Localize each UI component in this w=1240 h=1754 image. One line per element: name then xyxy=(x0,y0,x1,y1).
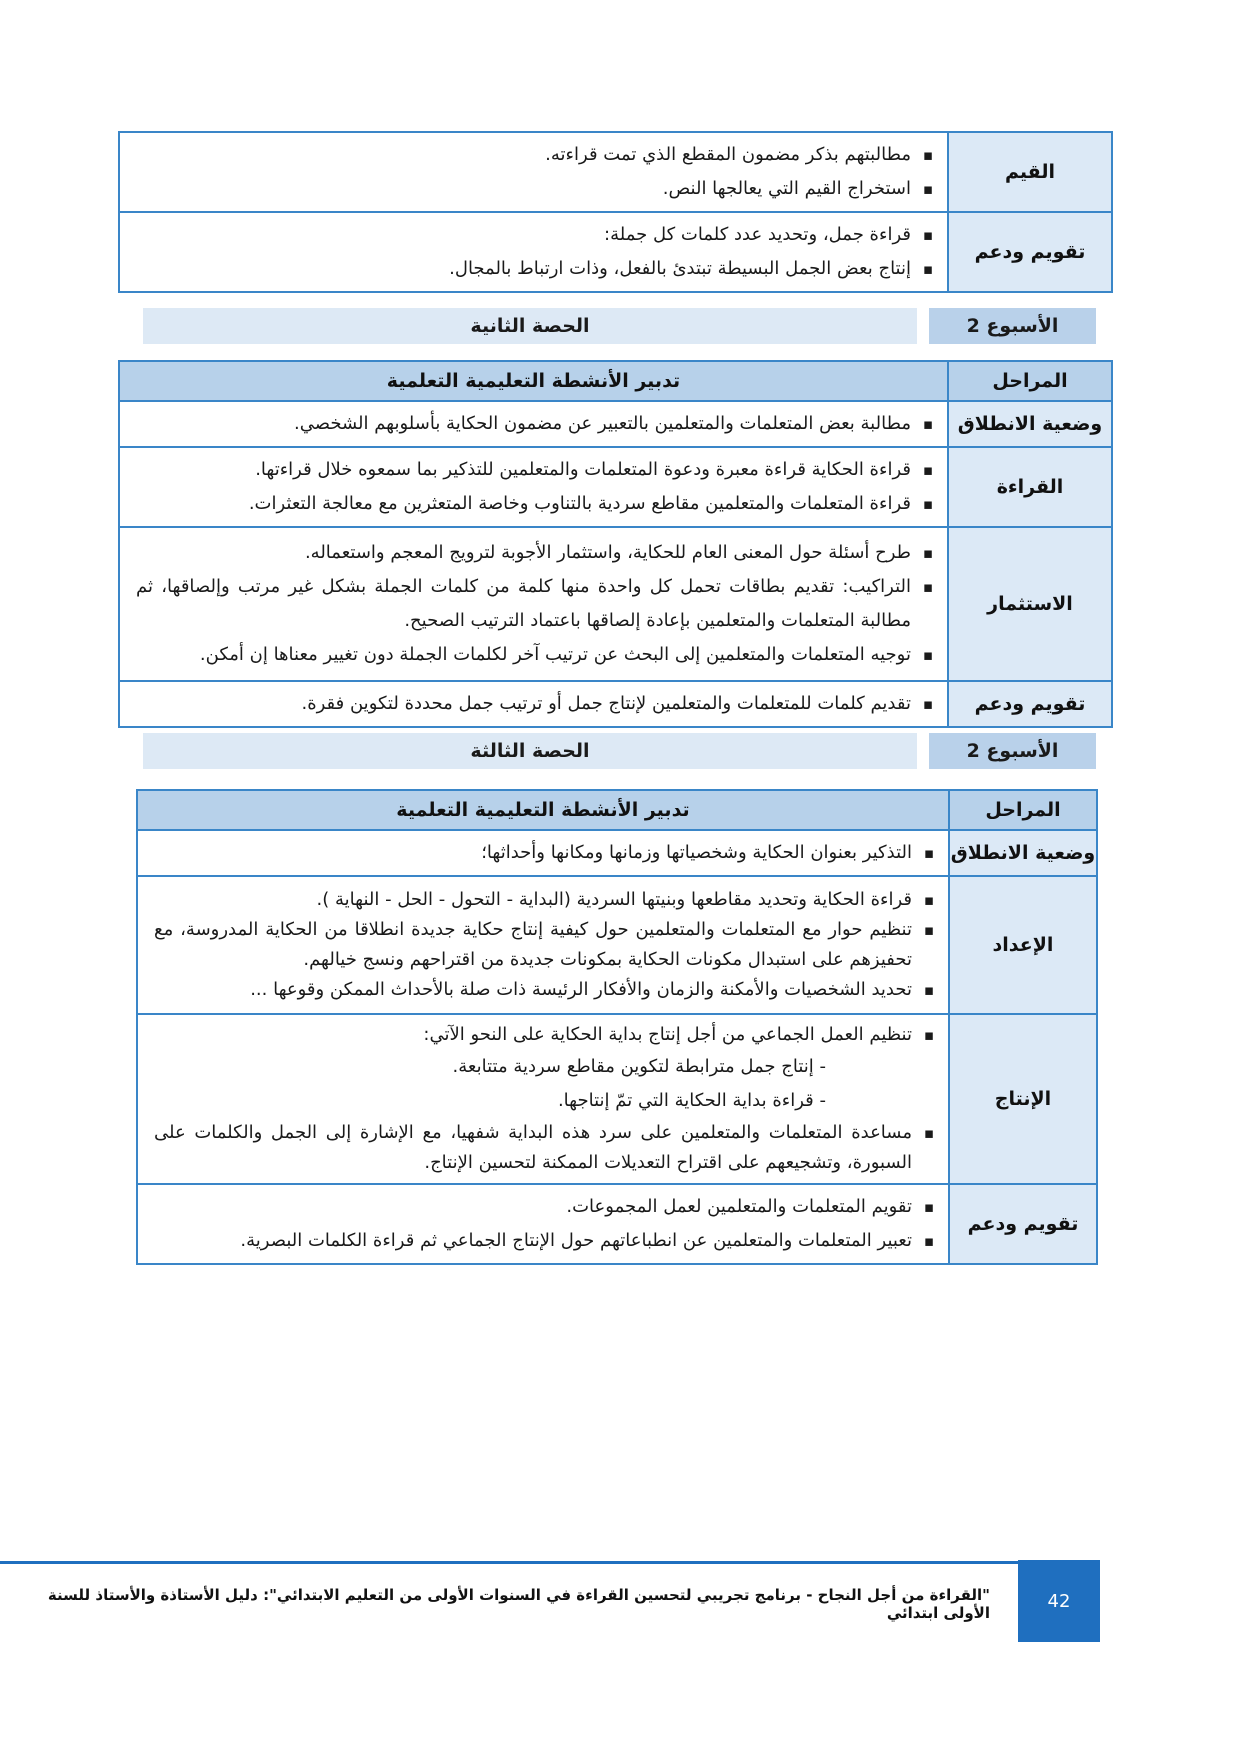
stage-label: وضعية الانطلاق xyxy=(948,401,1112,447)
table-row xyxy=(119,212,1112,292)
session-title: الحصة الثالثة xyxy=(143,733,917,769)
stage-label: وضعية الانطلاق xyxy=(949,830,1097,876)
stage-label: الإعداد xyxy=(949,876,1097,1014)
session-title: الحصة الثانية xyxy=(143,308,917,344)
stages-header: المراحل xyxy=(948,361,1112,401)
list-item: ▪ تعبير المتعلمات والمتعلمين عن انطباعاتهم حول الإنتاج الجماعي ثم قراءة الكلمات البصرية. xyxy=(154,1224,936,1258)
list-item: ▪ تقويم المتعلمات والمتعلمين لعمل المجموعات. xyxy=(154,1190,936,1224)
list-item: ▪ مطالبة بعض المتعلمات والمتعلمين بالتعبير عن مضمون الحكاية بأسلوبهم الشخصي. xyxy=(136,407,935,441)
list-item: ▪ طرح أسئلة حول المعنى العام للحكاية، واستثمار الأجوبة لترويج المعجم واستعماله. xyxy=(136,536,935,570)
session-two-table xyxy=(118,360,1113,728)
footer-divider xyxy=(0,1561,1018,1564)
stages-header: المراحل xyxy=(949,790,1097,830)
list-item: ▪ تنظيم حوار مع المتعلمات والمتعلمين حول كيفية إنتاج حكاية جديدة انطلاقا من الحكاية المدروسة، مع تحفيزهم على استبدال مكونات الحكاية بمكونات جديدة من اقتراحهم ونسج خيالهم. xyxy=(154,915,936,975)
stage-content xyxy=(137,830,949,876)
list-item: ▪ مساعدة المتعلمات والمتعلمين على سرد هذه البداية شفهيا، مع الإشارة إلى الجمل والكلمات على السبورة، وتشجيعهم على اقتراح التعديلات الممكنة لتحسين الإنتاج. xyxy=(154,1118,936,1178)
sub-item: - قراءة بداية الحكاية التي تمّ إنتاجها. xyxy=(557,1090,826,1111)
list-item: ▪ قراءة المتعلمات والمتعلمين مقاطع سردية بالتناوب وخاصة المتعثرين مع معالجة التعثرات. xyxy=(136,487,935,521)
week-tag: الأسبوع 2 xyxy=(929,308,1096,344)
table-row xyxy=(119,681,1112,727)
stage-label: القراءة xyxy=(948,447,1112,527)
list-item: ▪ التراكيب: تقديم بطاقات تحمل كل واحدة منها كلمة من كلمات الجملة بشكل غير مرتب وإلصاقها، ثم مطالبة المتعلمات والمتعلمين بإعادة إلصاقها باعتماد الترتيب الصحيح. xyxy=(136,570,935,638)
list-item: ▪ قراءة الحكاية وتحديد مقاطعها وبنيتها السردية (البداية - التحول - الحل - النهاية ). xyxy=(154,885,936,915)
week-tag: الأسبوع 2 xyxy=(929,733,1096,769)
table-row xyxy=(137,830,1097,876)
list-item: ▪ تقديم كلمات للمتعلمات والمتعلمين لإنتاج جمل أو ترتيب جمل محددة لتكوين فقرة. xyxy=(136,687,935,721)
stage-label: تقويم ودعم xyxy=(949,1184,1097,1264)
stage-label: تقويم ودعم xyxy=(948,681,1112,727)
stage-content xyxy=(119,447,948,527)
table-row xyxy=(119,527,1112,681)
stage-content xyxy=(137,876,949,1014)
stage-content xyxy=(119,212,948,292)
values-assessment-table xyxy=(118,131,1113,293)
activities-header: تدبير الأنشطة التعليمية التعلمية xyxy=(137,790,949,830)
stage-content xyxy=(137,1014,949,1184)
table-row xyxy=(137,1014,1097,1184)
page-number: 42 xyxy=(1018,1560,1100,1642)
stage-label: الاستثمار xyxy=(948,527,1112,681)
list-item: ▪ قراءة جمل، وتحديد عدد كلمات كل جملة: xyxy=(136,218,935,252)
stage-label: القيم xyxy=(948,132,1112,212)
sub-item-text: قراءة بداية الحكاية التي تمّ إنتاجها. xyxy=(557,1090,814,1111)
stage-content xyxy=(119,681,948,727)
stage-content xyxy=(119,527,948,681)
table-row xyxy=(137,876,1097,1014)
table-header-row xyxy=(137,790,1097,830)
stage-content xyxy=(119,401,948,447)
table-row xyxy=(119,401,1112,447)
list-item: ▪ استخراج القيم التي يعالجها النص. xyxy=(136,172,935,206)
stage-label: تقويم ودعم xyxy=(948,212,1112,292)
list-item: ▪ مطالبتهم بذكر مضمون المقطع الذي تمت قراءته. xyxy=(136,138,935,172)
list-item: ▪ التذكير بعنوان الحكاية وشخصياتها وزمانها ومكانها وأحداثها؛ xyxy=(154,836,936,870)
list-item: ▪ قراءة الحكاية قراءة معبرة ودعوة المتعلمات والمتعلمين للتذكير بما سمعوه خلال قراءتها. xyxy=(136,453,935,487)
sub-item: - إنتاج جمل مترابطة لتكوين مقاطع سردية متتابعة. xyxy=(452,1056,826,1077)
activities-header: تدبير الأنشطة التعليمية التعلمية xyxy=(119,361,948,401)
footer-title: "القراءة من أجل النجاح - برنامج تجريبي لتحسين القراءة في السنوات الأولى من التعليم الابتدائي": دليل الأستاذة والأستاذ للسنة الأولى ابتدائي xyxy=(47,1586,990,1622)
table-row xyxy=(137,1184,1097,1264)
stage-label: الإنتاج xyxy=(949,1014,1097,1184)
list-item: ▪ تحديد الشخصيات والأمكنة والزمان والأفكار الرئيسة ذات صلة بالأحداث الممكن وقوعها ... xyxy=(154,975,936,1005)
list-item: ▪ تنظيم العمل الجماعي من أجل إنتاج بداية الحكاية على النحو الآتي: xyxy=(154,1020,936,1050)
table-row xyxy=(119,447,1112,527)
table-row xyxy=(119,132,1112,212)
list-item: ▪ توجيه المتعلمات والمتعلمين إلى البحث عن ترتيب آخر لكلمات الجملة دون تغيير معناها إن أمكن. xyxy=(136,638,935,672)
sub-item-text: إنتاج جمل مترابطة لتكوين مقاطع سردية متتابعة. xyxy=(452,1056,814,1077)
stage-content xyxy=(137,1184,949,1264)
table-header-row xyxy=(119,361,1112,401)
list-item: ▪ إنتاج بعض الجمل البسيطة تبتدئ بالفعل، وذات ارتباط بالمجال. xyxy=(136,252,935,286)
stage-content xyxy=(119,132,948,212)
session-three-table xyxy=(136,789,1098,1265)
